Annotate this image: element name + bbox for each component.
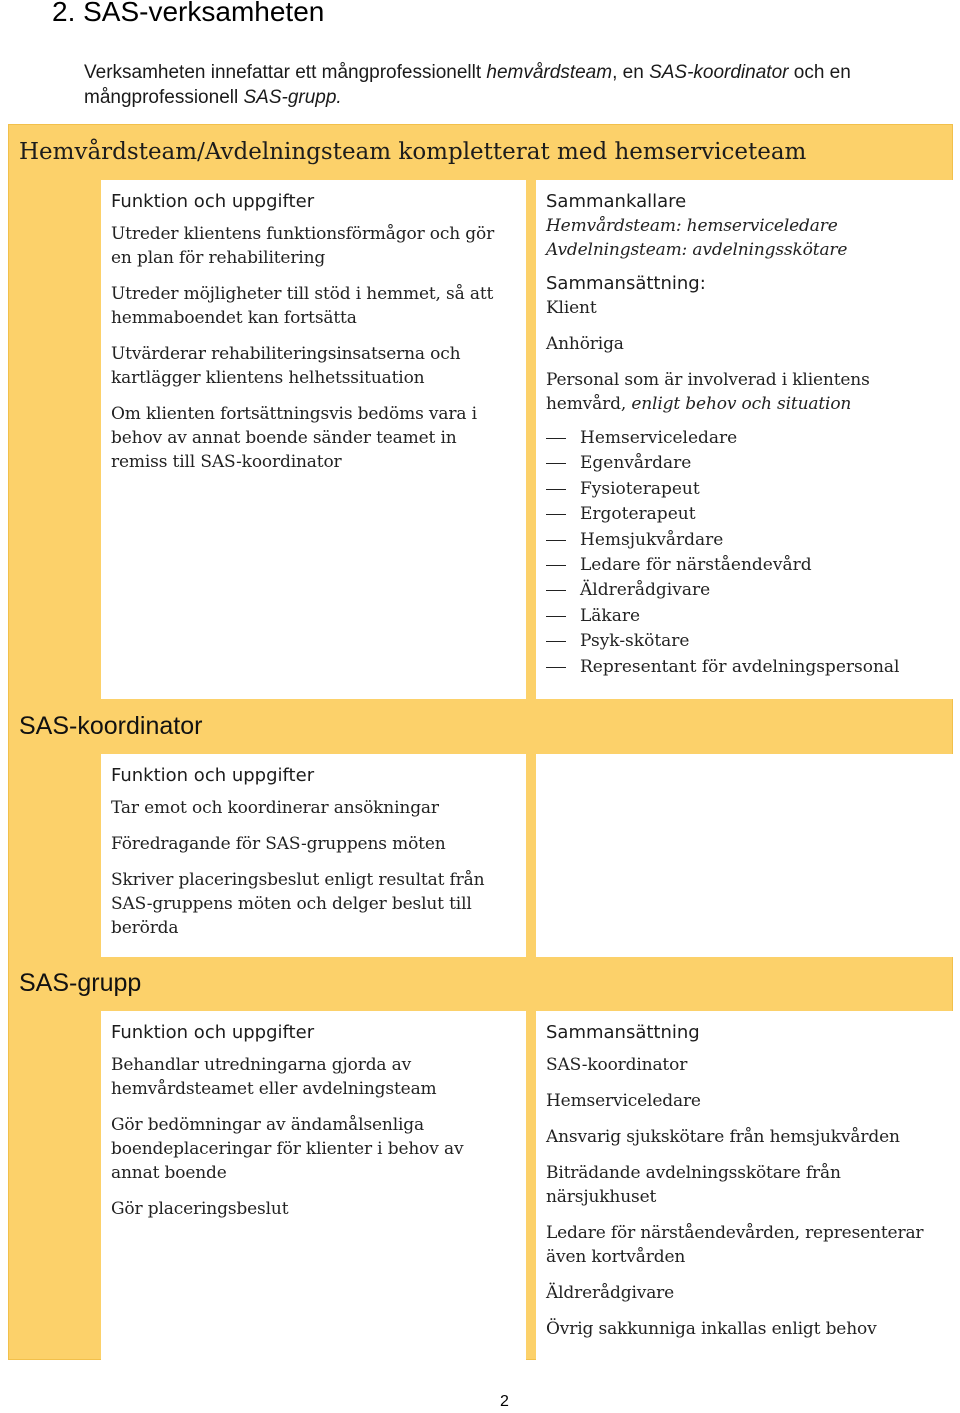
group-functions-heading: Funktion och uppgifter — [111, 1022, 315, 1043]
group-composition-cell — [536, 1011, 953, 1360]
personnel-list-item — [546, 426, 943, 451]
group-member-item: Biträdande avdelningsskötare från närsjukhuset — [546, 1163, 841, 1207]
intro-emphasis-coordinator: SAS-koordinator — [649, 62, 789, 83]
team-composition-cell — [536, 180, 953, 699]
personnel-list-item — [546, 629, 943, 654]
intro-text: och en mångprofessionell — [84, 62, 851, 108]
convener-line: Avdelningsteam: avdelningsskötare — [546, 240, 848, 260]
personnel-list-label: Hemserviceledare — [580, 428, 738, 448]
personnel-list-item — [546, 528, 943, 553]
team-function-item: Utreder möjligheter till stöd i hemmet, så att hemmaboendet kan fortsätta — [111, 284, 494, 328]
team-functions-heading: Funktion och uppgifter — [111, 191, 315, 212]
personnel-emphasis: enligt behov och situation — [631, 394, 852, 414]
personnel-list-item — [546, 604, 943, 629]
intro-emphasis-group: SAS-grupp. — [243, 87, 342, 108]
team-function-item: Utreder klientens funktionsförmågor och gör en plan för rehabilitering — [111, 224, 495, 268]
personnel-list-label: Egenvårdare — [580, 453, 692, 474]
personnel-list — [546, 426, 943, 680]
personnel-list-item — [546, 655, 943, 680]
group-member-item: Äldrerådgivare — [546, 1283, 675, 1303]
group-function-item: Gör placeringsbeslut — [111, 1199, 289, 1219]
coordinator-section-label: SAS-koordinator — [19, 712, 203, 740]
dash-icon — [546, 489, 566, 490]
composition-item: Anhöriga — [546, 334, 624, 354]
group-member-item: Övrig sakkunniga inkallas enligt behov — [546, 1319, 877, 1339]
dash-icon — [546, 616, 566, 617]
personnel-list-label: Hemsjukvårdare — [580, 529, 724, 550]
intro-text: Verksamheten innefattar ett mångprofessionellt — [84, 62, 487, 83]
coordinator-function-item: Skriver placeringsbeslut enligt resultat från SAS-gruppens möten och delger beslut till berörda — [111, 870, 485, 938]
personnel-list-label: Psyk-skötare — [580, 631, 690, 652]
group-member-item: SAS-koordinator — [546, 1055, 688, 1075]
section-heading: 2. SAS-verksamheten — [52, 0, 325, 27]
personnel-list-label: Ergoterapeut — [580, 504, 696, 525]
dash-icon — [546, 540, 566, 541]
coordinator-empty-cell — [536, 754, 953, 957]
group-functions-cell — [101, 1011, 526, 1360]
coordinator-function-item: Föredragande för SAS-gruppens möten — [111, 834, 446, 854]
personnel-list-item — [546, 502, 943, 527]
personnel-list-label: Fysioterapeut — [580, 478, 700, 499]
dash-icon — [546, 590, 566, 591]
dash-icon — [546, 463, 566, 464]
personnel-list-label: Representant för avdelningspersonal — [580, 656, 900, 677]
coordinator-functions-heading: Funktion och uppgifter — [111, 765, 315, 786]
composition-item: Klient — [546, 298, 597, 318]
team-section-title: Hemvårdsteam/Avdelningsteam kompletterat med hemserviceteam — [19, 139, 807, 165]
coordinator-function-item: Tar emot och koordinerar ansökningar — [111, 798, 439, 818]
page-number: 2 — [500, 1393, 509, 1410]
composition-personnel — [546, 368, 943, 416]
intro-emphasis-team: hemvårdsteam — [486, 62, 613, 83]
personnel-list-label: Äldrerådgivare — [580, 580, 711, 601]
group-member-item: Ledare för närståendevården, representerar även kortvården — [546, 1223, 924, 1267]
team-functions-cell — [101, 180, 526, 699]
group-composition-heading: Sammansättning — [546, 1022, 700, 1043]
group-function-item: Gör bedömningar av ändamålsenliga boendeplaceringar för klienter i behov av annat boende — [111, 1115, 464, 1183]
personnel-list-label: Ledare för närståendevård — [580, 555, 812, 576]
dash-icon — [546, 565, 566, 566]
dash-icon — [546, 667, 566, 668]
dash-icon — [546, 438, 566, 439]
team-function-item: Utvärderar rehabiliteringsinsatserna och kartlägger klientens helhetssituation — [111, 344, 461, 388]
personnel-list-item — [546, 477, 943, 502]
personnel-list-item — [546, 451, 943, 476]
personnel-list-label: Läkare — [580, 605, 641, 626]
personnel-list-item — [546, 578, 943, 603]
coordinator-functions-cell — [101, 754, 526, 957]
intro-text: , en — [612, 62, 650, 83]
group-function-item: Behandlar utredningarna gjorda av hemvårdsteamet eller avdelningsteam — [111, 1055, 437, 1099]
convener-heading: Sammankallare — [546, 191, 687, 212]
convener-line: Hemvårdsteam: hemserviceledare — [546, 216, 838, 236]
composition-heading: Sammansättning: — [546, 273, 706, 294]
intro-paragraph — [84, 60, 954, 110]
dash-icon — [546, 641, 566, 642]
group-section-label: SAS-grupp — [19, 969, 142, 997]
personnel-list-item — [546, 553, 943, 578]
personnel-text: Personal som är involverad i klientens hemvård, — [546, 370, 870, 414]
group-member-item: Ansvarig sjukskötare från hemsjukvården — [546, 1127, 900, 1147]
team-function-item: Om klienten fortsättningsvis bedöms vara i behov av annat boende sänder teamet in remiss till SAS-koordinator — [111, 404, 477, 472]
dash-icon — [546, 514, 566, 515]
group-member-item: Hemserviceledare — [546, 1091, 701, 1111]
organization-table — [8, 124, 953, 1360]
